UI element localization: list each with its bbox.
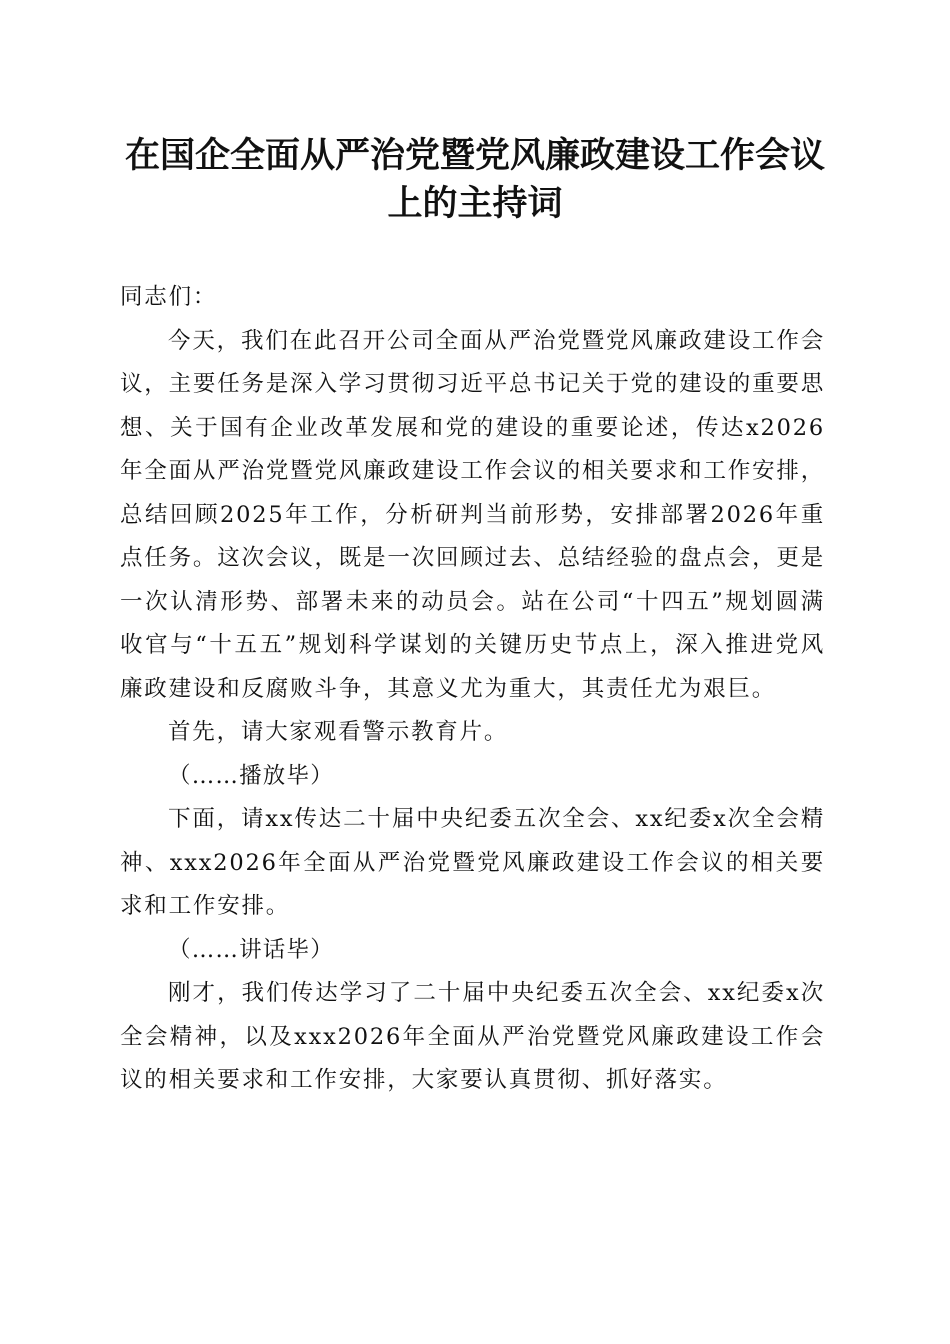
paragraph-opening: 今天，我们在此召开公司全面从严治党暨党风廉政建设工作会议，主要任务是深入学习贯彻习近平总书记关于党的建设的重要思想、关于国有企业改革发展和党的建设的重要论述，传达x2026年全面从严治党暨党风廉政建设工作会议的相关要求和工作安排，总结回顾2025年工作，分析研判当前形势，安排部署2026年重点任务。这次会议，既是一次回顾过去、总结经验的盘点会，更是一次认清形势、部署未来的动员会。站在公司“十四五”规划圆满收官与“十五五”规划科学谋划的关键历史节点上，深入推进党风廉政建设和反腐败斗争，其意义尤为重大，其责任尤为艰巨。 bbox=[120, 327, 825, 702]
document-body bbox=[120, 276, 825, 1103]
title-line-1: 在国企全面从严治党暨党风廉政建设工作会议 bbox=[124, 135, 825, 176]
document-title bbox=[110, 132, 840, 228]
title-line-2: 上的主持词 bbox=[387, 183, 563, 224]
stage-note-speech: （……讲话毕） bbox=[168, 936, 334, 963]
paragraph-transmission: 下面，请xx传达二十届中央纪委五次全会、xx纪委x次全会精神、xxx2026年全面从严治党暨党风廉政建设工作会议的相关要求和工作安排。 bbox=[120, 806, 825, 919]
paragraph-video: 首先，请大家观看警示教育片。 bbox=[168, 719, 509, 745]
paragraph-summary: 刚才，我们传达学习了二十届中央纪委五次全会、xx纪委x次全会精神，以及xxx2026年全面从严治党暨党风廉政建设工作会议的相关要求和工作安排，大家要认真贯彻、抓好落实。 bbox=[120, 980, 825, 1093]
stage-note-playback: （……播放毕） bbox=[168, 762, 334, 789]
salutation: 同志们： bbox=[120, 284, 218, 310]
